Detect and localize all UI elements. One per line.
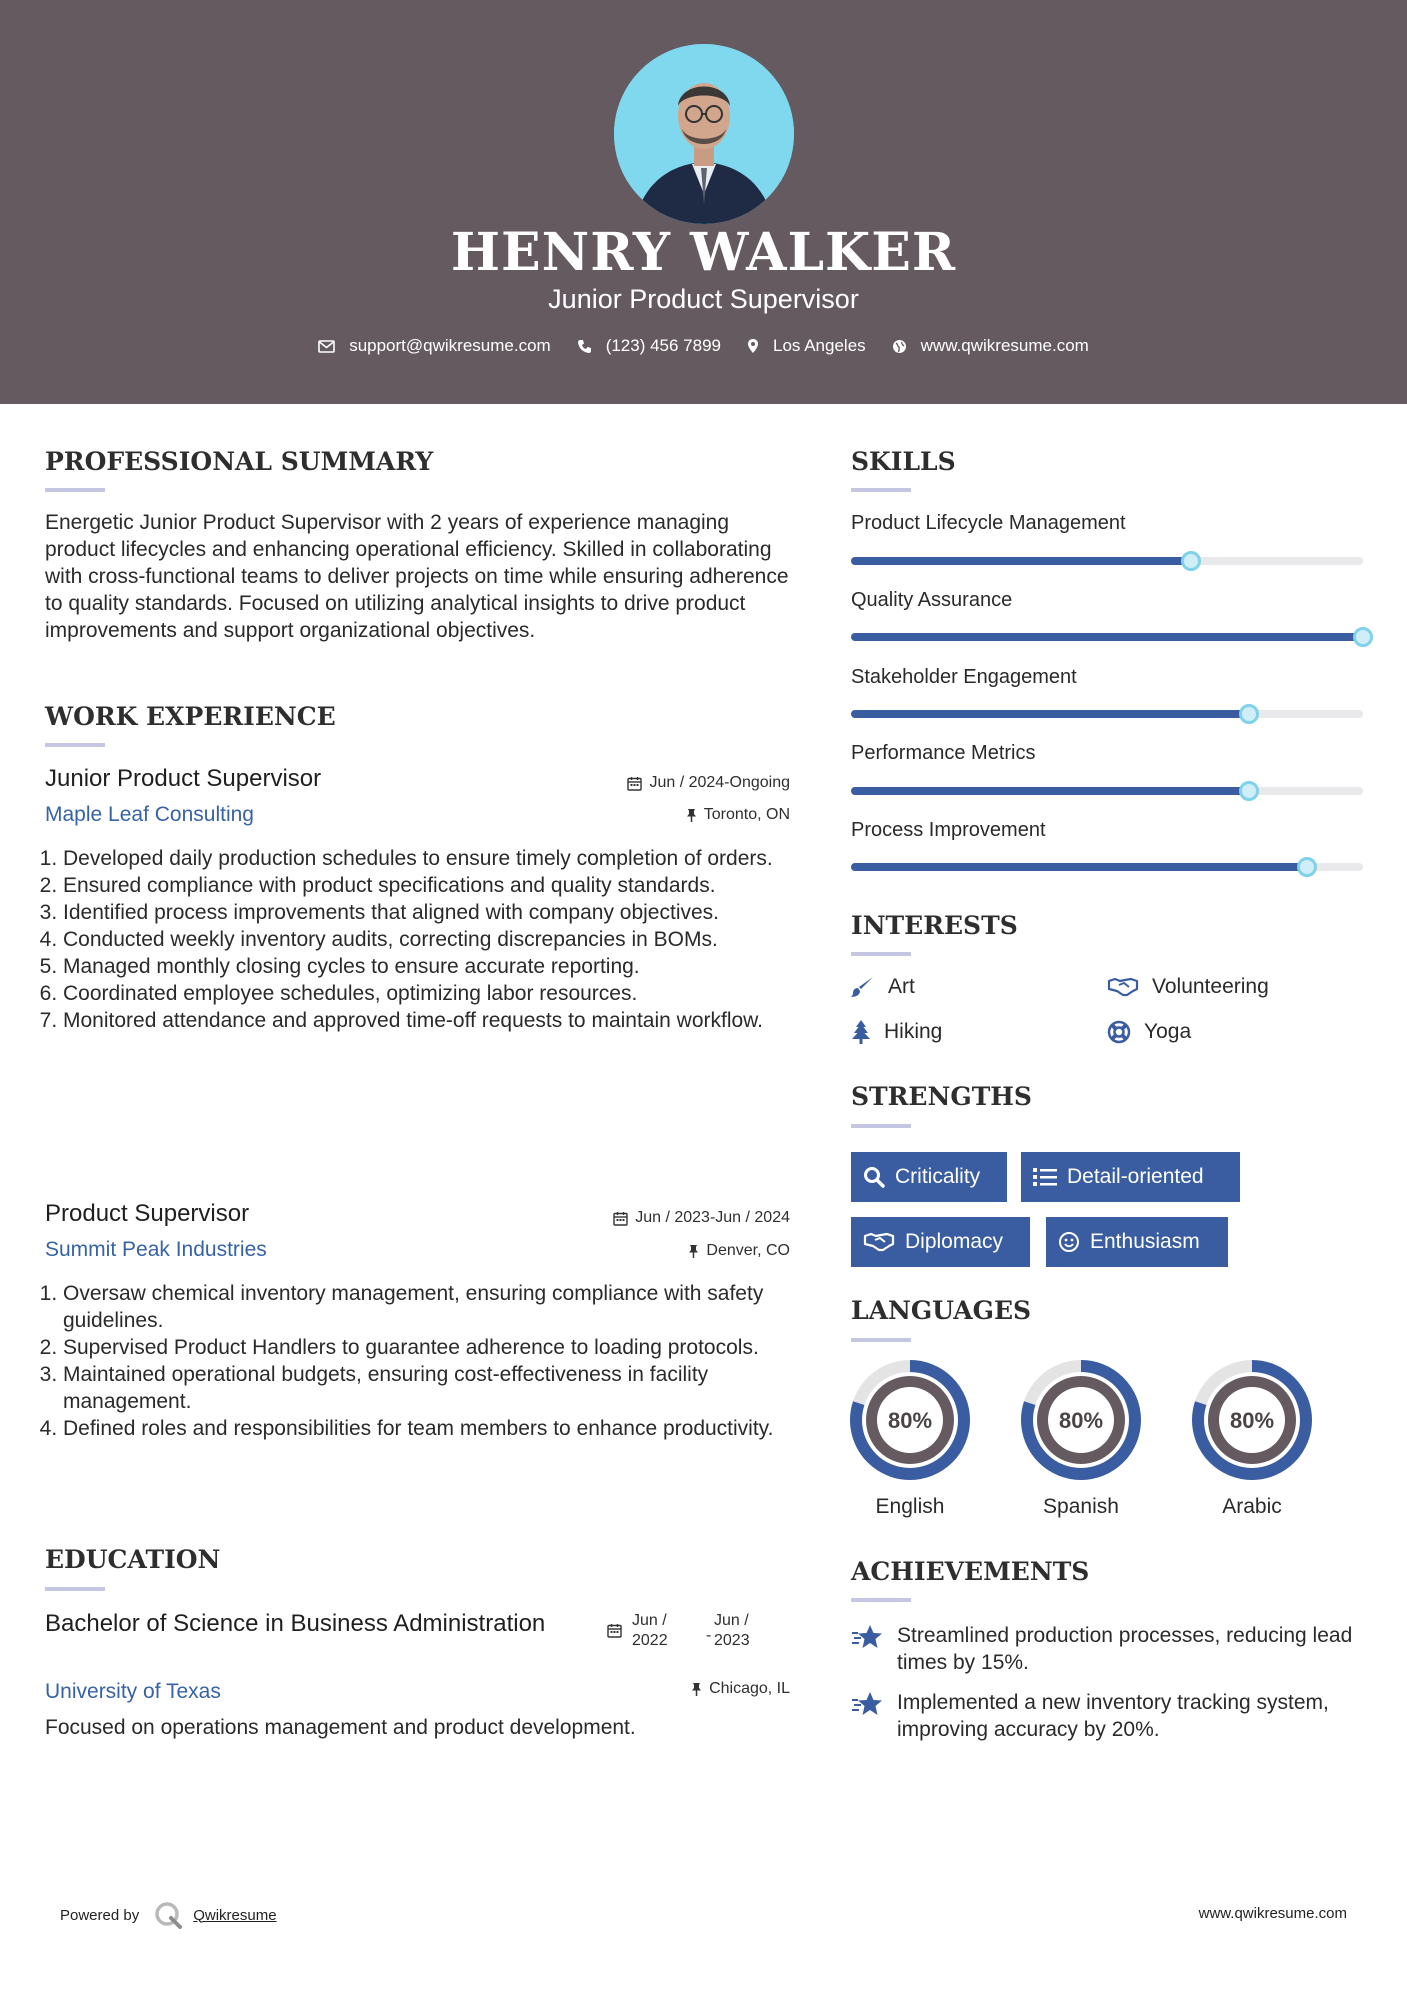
skill-name: Quality Assurance: [851, 589, 1013, 611]
list-item: 3. Identified process improvements that aligned with company objectives.: [63, 899, 803, 926]
location-text: Los Angeles: [773, 336, 866, 355]
language-percent-label: 80%: [1058, 1408, 1104, 1433]
list-item: 4. Defined roles and responsibilities for team members to enhance productivity.: [63, 1415, 783, 1442]
skill-name: Product Lifecycle Management: [851, 512, 1126, 534]
achievement-text: Streamlined production processes, reducing lead times by 15%.: [897, 1624, 1353, 1674]
contact-bar: [0, 336, 1407, 356]
language-name: Spanish: [1043, 1495, 1119, 1518]
star-icon: [851, 1691, 883, 1717]
strength-label: Criticality: [895, 1165, 981, 1188]
languages-rule: [851, 1338, 911, 1342]
skill-bar-fill: [851, 557, 1191, 565]
list-item: 5. Managed monthly closing cycles to ensure accurate reporting.: [63, 953, 803, 980]
education-location: [691, 1680, 790, 1698]
interest-label: Volunteering: [1152, 975, 1269, 998]
strengths-rule: [851, 1124, 911, 1128]
candidate-name: HENRY WALKER: [450, 222, 957, 283]
achievements-rule: [851, 1598, 911, 1602]
interest-item: [1107, 975, 1269, 999]
interest-item: [1107, 1020, 1191, 1044]
education-start-month: Jun /: [632, 1612, 667, 1629]
skill-bar-knob: [1181, 551, 1201, 571]
calendar-icon: [627, 776, 642, 791]
education-end-month: Jun /: [714, 1612, 749, 1629]
powered-by-text: Powered by: [60, 1906, 140, 1924]
achievement-text: Implemented a new inventory tracking system, improving accuracy by 20%.: [897, 1691, 1329, 1741]
job-date: [627, 774, 790, 792]
job-location-text: Toronto, ON: [703, 806, 790, 823]
job-bullets: [45, 1280, 783, 1442]
strengths-heading: STRENGTHS: [851, 1082, 1032, 1111]
language-rings: [840, 1350, 1320, 1490]
education-start-year: 2022: [632, 1632, 668, 1649]
skill-bar-fill: [851, 633, 1363, 641]
interest-item: [851, 975, 915, 999]
contact-phone[interactable]: [577, 336, 721, 356]
education-degree: Bachelor of Science in Business Administration: [45, 1610, 546, 1637]
language-percent-label: 80%: [887, 1408, 933, 1433]
job-title: Junior Product Supervisor: [45, 765, 322, 792]
language-name: English: [875, 1495, 945, 1518]
handshake-icon: [1107, 977, 1139, 997]
education-location-text: Chicago, IL: [709, 1680, 790, 1697]
strength-label: Enthusiasm: [1090, 1230, 1200, 1253]
email-text: support@qwikresume.com: [349, 336, 551, 355]
search-icon: [863, 1166, 885, 1188]
list-item: 1. Developed daily production schedules to ensure timely completion of orders.: [63, 845, 803, 872]
experience-heading: WORK EXPERIENCE: [45, 702, 336, 731]
skill-bar: [851, 863, 1363, 871]
map-marker-icon: [747, 338, 759, 354]
strength-tag: [851, 1217, 1030, 1267]
job-company: Maple Leaf Consulting: [45, 803, 254, 826]
handshake-icon: [863, 1232, 895, 1252]
education-end-date: [714, 1611, 750, 1651]
education-end-year: 2023: [714, 1632, 750, 1649]
skill-bar-knob: [1239, 781, 1259, 801]
language-name: Arabic: [1222, 1495, 1282, 1518]
achievement-item: [851, 1622, 1371, 1676]
skill-bar-knob: [1353, 627, 1373, 647]
list-item: 4. Conducted weekly inventory audits, correcting discrepancies in BOMs.: [63, 926, 803, 953]
skill-name: Performance Metrics: [851, 742, 1036, 764]
phone-text: (123) 456 7899: [605, 336, 722, 355]
lifebuoy-icon: [1107, 1020, 1131, 1044]
strength-tag: [1046, 1217, 1228, 1267]
phone-icon: [577, 339, 592, 354]
skill-bar-knob: [1239, 704, 1259, 724]
globe-icon: [892, 339, 907, 354]
skill-bar: [851, 633, 1363, 641]
pushpin-icon: [691, 1682, 702, 1697]
candidate-title: Junior Product Supervisor: [548, 284, 859, 314]
avatar: [614, 44, 794, 224]
contact-location: [747, 336, 866, 356]
interest-item: [851, 1020, 942, 1044]
education-date-dash: -: [706, 1627, 712, 1644]
skill-bar-knob: [1297, 857, 1317, 877]
strength-tag: [851, 1152, 1007, 1202]
skill-bar-fill: [851, 863, 1307, 871]
smile-icon: [1058, 1231, 1080, 1253]
skill-bar: [851, 787, 1363, 795]
list-item: 2. Ensured compliance with product specifications and quality standards.: [63, 872, 803, 899]
interest-label: Yoga: [1144, 1020, 1192, 1043]
footer-powered: [60, 1900, 277, 1930]
contact-email[interactable]: [318, 336, 551, 356]
skill-bar: [851, 557, 1363, 565]
skill-name: Stakeholder Engagement: [851, 666, 1077, 688]
education-rule: [45, 1587, 105, 1591]
job-bullets: [45, 845, 803, 1034]
skill-bar: [851, 710, 1363, 718]
star-icon: [851, 1624, 883, 1650]
job-date: [613, 1209, 790, 1227]
list-item: 6. Coordinated employee schedules, optimizing labor resources.: [63, 980, 803, 1007]
calendar-icon: [613, 1211, 628, 1226]
interest-label: Art: [888, 975, 915, 998]
experience-rule: [45, 743, 105, 747]
summary-text: Energetic Junior Product Supervisor with 2 years of experience managing product lifecycles and enhancing operational efficiency. Skilled in collaborating with cross-functional teams to deliver projects on time while ensuring adherence to quality standards. Focused on utilizing analytical insights to drive product improvements and support organizational objectives.: [45, 511, 789, 642]
job-location: [686, 806, 790, 824]
pushpin-icon: [686, 808, 697, 823]
skill-name: Process Improvement: [851, 819, 1046, 841]
footer-website[interactable]: www.qwikresume.com: [1198, 1905, 1347, 1922]
paintbrush-icon: [851, 976, 875, 998]
strength-label: Diplomacy: [905, 1230, 1004, 1253]
qwikresume-logo-icon: [153, 1900, 183, 1930]
header-banner: [0, 0, 1407, 404]
list-item: 2. Supervised Product Handlers to guarantee adherence to loading protocols.: [63, 1334, 783, 1361]
strength-label: Detail-oriented: [1067, 1165, 1204, 1188]
job-location-text: Denver, CO: [706, 1242, 790, 1259]
pushpin-icon: [688, 1244, 699, 1259]
summary-rule: [45, 488, 105, 492]
education-school: University of Texas: [45, 1680, 221, 1703]
languages-heading: LANGUAGES: [851, 1296, 1032, 1325]
tree-icon: [851, 1020, 871, 1044]
envelope-icon: [318, 340, 335, 353]
achievements-heading: ACHIEVEMENTS: [851, 1557, 1090, 1586]
list-item: 7. Monitored attendance and approved time-off requests to maintain workflow.: [63, 1007, 803, 1034]
calendar-icon: [607, 1623, 622, 1638]
education-description: Focused on operations management and product development.: [45, 1716, 636, 1739]
summary-heading: PROFESSIONAL SUMMARY: [45, 447, 434, 476]
interests-rule: [851, 952, 911, 956]
website-text: www.qwikresume.com: [920, 336, 1089, 355]
achievement-item: [851, 1689, 1371, 1743]
job-title: Product Supervisor: [45, 1200, 250, 1227]
contact-website[interactable]: [892, 336, 1089, 356]
job-date-text: Jun / 2024-Ongoing: [649, 774, 790, 791]
skill-bar-fill: [851, 710, 1249, 718]
job-date-text: Jun / 2023-Jun / 2024: [635, 1209, 790, 1226]
language-percent-label: 80%: [1229, 1408, 1275, 1433]
job-company: Summit Peak Industries: [45, 1238, 267, 1261]
strength-tag: [1021, 1152, 1240, 1202]
interest-label: Hiking: [884, 1020, 943, 1043]
skill-bar-fill: [851, 787, 1249, 795]
education-heading: EDUCATION: [45, 1545, 221, 1574]
interests-heading: INTERESTS: [851, 911, 1018, 940]
job-location: [688, 1242, 790, 1260]
skills-rule: [851, 488, 911, 492]
list-item: 3. Maintained operational budgets, ensuring cost-effectiveness in facility management.: [63, 1361, 783, 1415]
list-icon: [1033, 1167, 1057, 1187]
footer-brand-link[interactable]: Qwikresume: [193, 1906, 277, 1924]
profile-photo: [614, 44, 794, 224]
list-item: 1. Oversaw chemical inventory management, ensuring compliance with safety guidelines.: [63, 1280, 783, 1334]
education-start-date: [632, 1611, 668, 1651]
skills-heading: SKILLS: [851, 447, 956, 476]
